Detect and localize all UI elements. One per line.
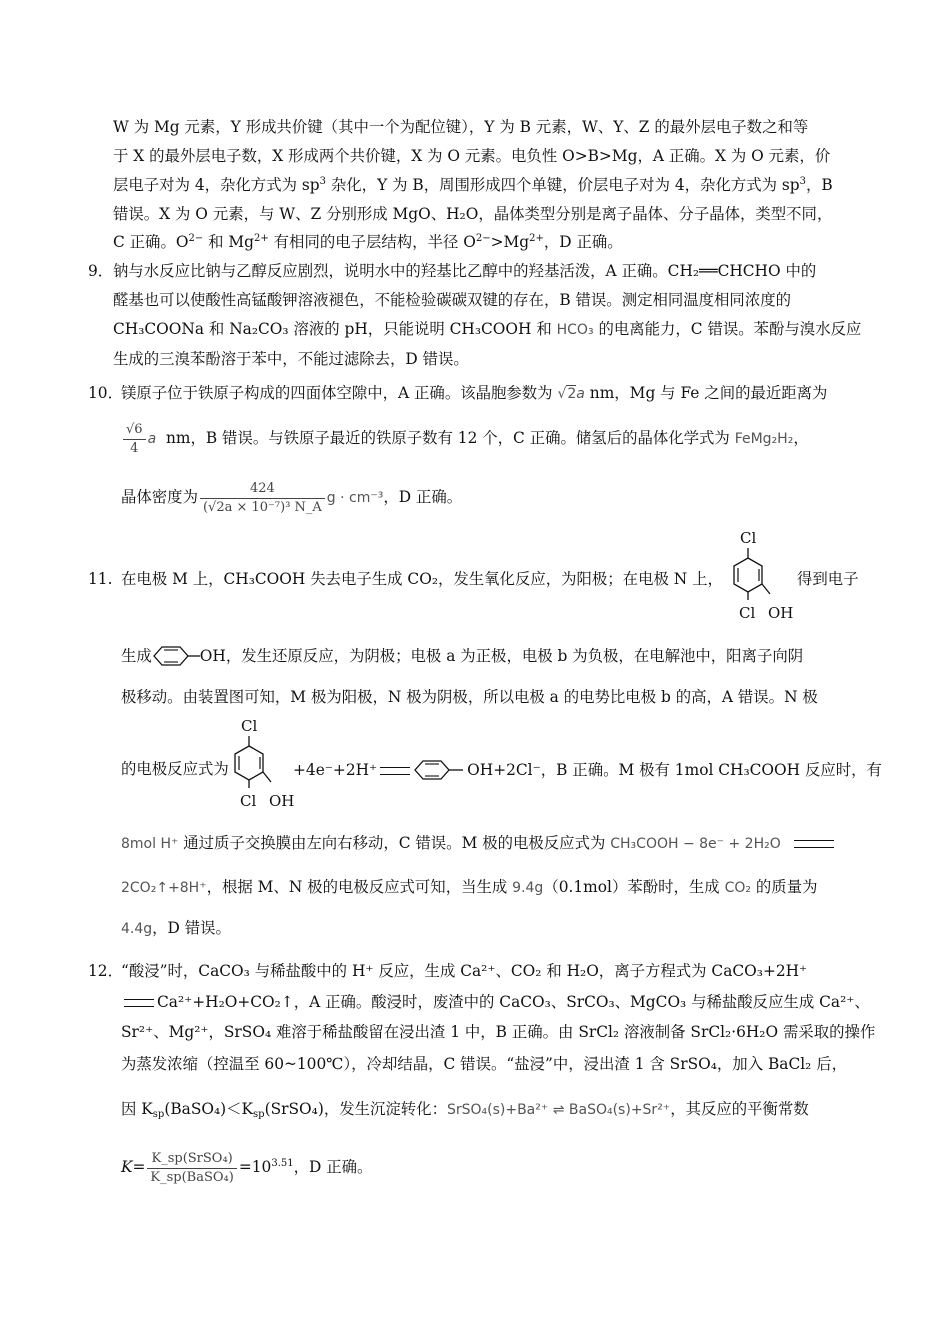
q8-line-1: W 为 Mg 元素，Y 形成共价键（其中一个为配位键），Y 为 B 元素，W、Y、Z 的最外层电子数之和等	[113, 118, 809, 136]
density-fraction: $\frac{424}{\text{(√2a × 10⁻⁷)³ N\_A}}$	[200, 481, 325, 516]
cl-label-top: Cl	[740, 529, 757, 547]
q12-line-1: “酸浸”时，CaCO₃ 与稀盐酸中的 H⁺ 反应，生成 Ca²⁺、CO₂ 和 H₂O，离子方程式为 CaCO₃+2H⁺	[121, 962, 808, 980]
q11-line-1b: 得到电子	[797, 570, 859, 588]
q12-line-4: 为蒸发浓缩（控温至 60~100℃），冷却结晶，C 错误。“盐浸”中，浸出渣 1 含 SrSO₄，加入 BaCl₂ 后，	[121, 1055, 848, 1073]
q8-line-5: C 正确。$O^{2-}$ 和 $Mg^{2+}$ 有相同的电子层结构，半径 $O^{2-}>Mg^{2+}$，D 正确。	[113, 233, 623, 251]
q8-line-2: 于 X 的最外层电子数，X 形成两个共价键，X 为 O 元素。电负性 O>B>Mg，A 正确。X 为 O 元素，价	[113, 147, 831, 165]
phenol-structure	[152, 645, 200, 667]
q10-line-1: 镁原子位于铁原子构成的四面体空隙中，A 正确。该晶胞参数为 √2a nm，Mg 与 Fe 之间的最近距离为	[121, 384, 828, 402]
q12-line-2: Ca²⁺+H₂O+CO₂↑，A 正确。酸浸时，废渣中的 CaCO₃、SrCO₃、MgCO₃ 与稀盐酸反应生成 Ca²⁺、	[121, 992, 870, 1012]
q8-line-4: 错误。X 为 O 元素，与 W、Z 分别形成 MgO、H₂O，晶体类型分别是离子晶体、分子晶体，类型不同，	[113, 205, 833, 223]
equilibrium-constant-fraction: $\frac{\text{K\_sp(SrSO₄)}}{\text{K\_sp(BaSO₄)}}$	[147, 1151, 236, 1186]
q12-line-6: K= $\frac{\text{K\_sp(SrSO₄)}}{\text{K\_sp(BaSO₄)}}$ $=10^{3.51}$，D 正确。	[121, 1150, 373, 1185]
distance-fraction: $\frac{√6}{4}$	[123, 422, 146, 457]
q8-line-3: 层电子对为 4，杂化方式为 $sp^3$ 杂化，Y 为 B，周围形成四个单键，价层电子对为 4，杂化方式为 $sp^3$，B	[113, 176, 833, 194]
q9-line-3: CH₃COONa 和 Na₂CO₃ 溶液的 pH，只能说明 CH₃COOH 和 HCO₃ 的电离能力，C 错误。苯酚与溴水反应	[113, 320, 862, 338]
q9-line-2: 醛基也可以使酸性高锰酸钾溶液褪色，不能检验碳碳双键的存在，B 错误。测定相同温度相同浓度的	[113, 291, 791, 309]
q12-line-5: 因 $K_{sp}(BaSO_4)<K_{sp}(SrSO_4)$，发生沉淀转化：SrSO₄(s)+Ba²⁺ ⇌ BaSO₄(s)+Sr²⁺，其反应的平衡常数	[121, 1100, 809, 1120]
svg-text:OH: OH	[269, 792, 295, 810]
q10-line-2: $\frac{√6}{4}$ a nm，B 错误。与铁原子最近的铁原子数有 12 个，C 正确。储氢后的晶体化学式为 FeMg₂H₂，	[121, 418, 809, 459]
dichlorophenol-structure	[735, 528, 805, 624]
bicarbonate-formula: HCO₃	[556, 322, 594, 338]
q11-line-2: 生成 OH，发生还原反应，为阴极；电极 a 为正极，电极 b 为负极，在电解池中，阳离子向阴	[121, 647, 804, 665]
equals-sign-2	[124, 999, 154, 1007]
svg-text:Cl: Cl	[240, 792, 257, 810]
q11-line-7: 4.4g，D 错误。	[121, 919, 231, 937]
q11-line-4b: +4e⁻+2H⁺ OH+2Cl⁻，B 正确。M 极有 1mol CH₃COOH 反应时，有	[293, 761, 882, 779]
equals-sign	[380, 767, 410, 775]
q12-line-3: Sr²⁺、Mg²⁺，SrSO₄ 难溶于稀盐酸留在浸出渣 1 中，B 正确。由 SrCl₂ 溶液制备 SrCl₂·6H₂O 需采取的操作	[121, 1023, 876, 1041]
q11-line-3: 极移动。由装置图可知，M 极为阳极，N 极为阴极，所以电极 a 的电势比电极 b 的高，A 错误。N 极	[121, 688, 818, 706]
hydride-formula: FeMg₂H₂	[734, 431, 794, 447]
q9-number: 9．	[88, 262, 114, 280]
q11-line-1a: 在电极 M 上，CH₃COOH 失去电子生成 CO₂，发生氧化反应，为阳极；在电极 N 上，	[121, 570, 723, 588]
q11-line-6: 2CO₂↑+8H⁺，根据 M、N 极的电极反应式可知，当生成 9.4g（0.1mol）苯酚时，生成 CO₂ 的质量为	[121, 878, 818, 896]
q12-number: 12．	[88, 962, 123, 980]
q10-line-3: 晶体密度为 $\frac{424}{\text{(√2a × 10⁻⁷)³ N\_A}}$ g · cm⁻³，D 正确。	[121, 480, 463, 515]
q11-number: 11.	[88, 570, 113, 588]
q9-line-1: 钠与水反应比钠与乙醇反应剧烈，说明水中的羟基比乙醇中的羟基活泼，A 正确。CH₂══CHCHO 中的	[113, 262, 817, 280]
q10-number: 10．	[88, 384, 123, 402]
svg-text:Cl: Cl	[241, 717, 258, 735]
q9-line-4: 生成的三溴苯酚溶于苯中，不能过滤除去，D 错误。	[113, 350, 469, 368]
q11-line-5: 8mol H⁺ 通过质子交换膜由左向右移动，C 错误。M 极的电极反应式为 CH₃COOH − 8e⁻ + 2H₂O	[121, 833, 837, 854]
phenol-structure-2	[413, 759, 467, 781]
cl-label-bottom: Cl	[739, 604, 756, 622]
oh-label: OH	[768, 604, 794, 622]
q11-line-4a: 的电极反应式为	[121, 760, 229, 778]
